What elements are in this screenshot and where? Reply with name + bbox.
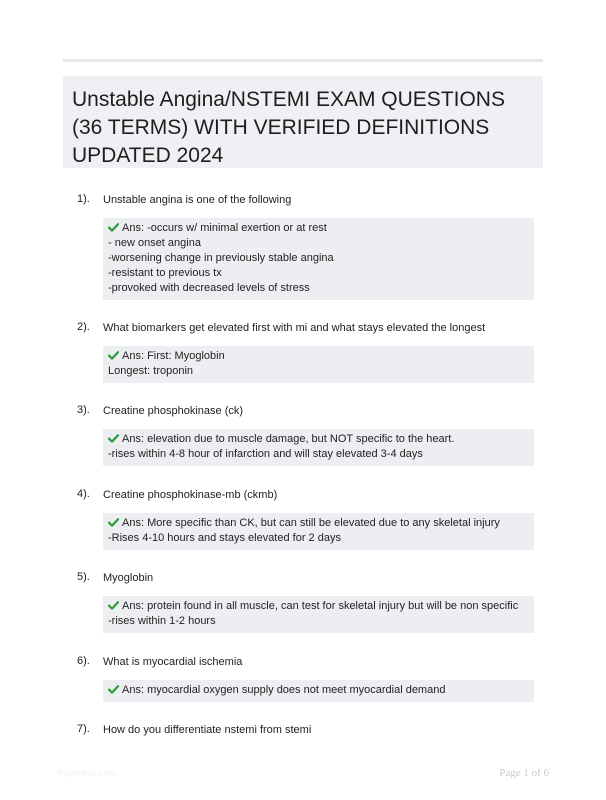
question-number: 7). xyxy=(77,723,90,735)
checkmark-icon xyxy=(108,434,119,443)
checkmark-icon xyxy=(108,601,119,610)
answer-line: -resistant to previous tx xyxy=(108,267,222,279)
page-indicator: Page 1 of 6 xyxy=(499,767,549,779)
question-text: Myoglobin xyxy=(103,572,154,584)
checkmark-icon xyxy=(108,351,119,360)
footer-site-watermark: Papertrail.com xyxy=(58,768,117,778)
question-text: Creatine phosphokinase (ck) xyxy=(103,405,244,417)
question-number: 3). xyxy=(77,404,90,416)
answer-line: Ans: protein found in all muscle, can test for skeletal injury but will be non specific xyxy=(122,600,519,612)
answer-box-1 xyxy=(103,218,534,300)
question-text: What is myocardial ischemia xyxy=(103,656,243,668)
answer-line: Ans: More specific than CK, but can still be elevated due to any skeletal injury xyxy=(122,517,500,529)
checkmark-icon xyxy=(108,518,119,527)
question-number: 2). xyxy=(77,321,90,333)
answer-line: -worsening change in previously stable angina xyxy=(108,252,334,264)
answer-line: Ans: First: Myoglobin xyxy=(122,350,225,362)
answer-line: -rises within 1-2 hours xyxy=(108,615,216,627)
question-number: 5). xyxy=(77,571,90,583)
question-text: Unstable angina is one of the following xyxy=(103,194,292,206)
answer-line: Longest: troponin xyxy=(108,365,194,377)
question-number: 4). xyxy=(77,488,90,500)
question-number: 1). xyxy=(77,193,90,205)
answer-box-6 xyxy=(103,680,534,702)
answer-line: Ans: elevation due to muscle damage, but NOT specific to the heart. xyxy=(122,433,455,445)
answer-box-5 xyxy=(103,596,534,633)
answer-line: -provoked with decreased levels of stress xyxy=(108,282,310,294)
checkmark-icon xyxy=(108,223,119,232)
answer-line: -Rises 4-10 hours and stays elevated for 2 days xyxy=(108,532,341,544)
answer-line: -rises within 4-8 hour of infarction and will stay elevated 3-4 days xyxy=(108,448,423,460)
question-text: How do you differentiate nstemi from stemi xyxy=(103,724,312,736)
answer-box-2 xyxy=(103,346,534,383)
answer-line: - new onset angina xyxy=(108,237,201,249)
top-divider xyxy=(63,59,543,62)
answer-box-3 xyxy=(103,429,534,466)
checkmark-icon xyxy=(108,685,119,694)
answer-line: Ans: myocardial oxygen supply does not meet myocardial demand xyxy=(122,684,446,696)
question-text: Creatine phosphokinase-mb (ckmb) xyxy=(103,489,278,501)
document-title: Unstable Angina/NSTEMI EXAM QUESTIONS (36 TERMS) WITH VERIFIED DEFINITIONS UPDATED 2024 xyxy=(72,88,505,167)
question-number: 6). xyxy=(77,655,90,667)
question-text: What biomarkers get elevated first with mi and what stays elevated the longest xyxy=(103,322,486,334)
title-banner xyxy=(63,76,543,168)
answer-box-4 xyxy=(103,513,534,550)
answer-line: Ans: -occurs w/ minimal exertion or at rest xyxy=(122,222,327,234)
